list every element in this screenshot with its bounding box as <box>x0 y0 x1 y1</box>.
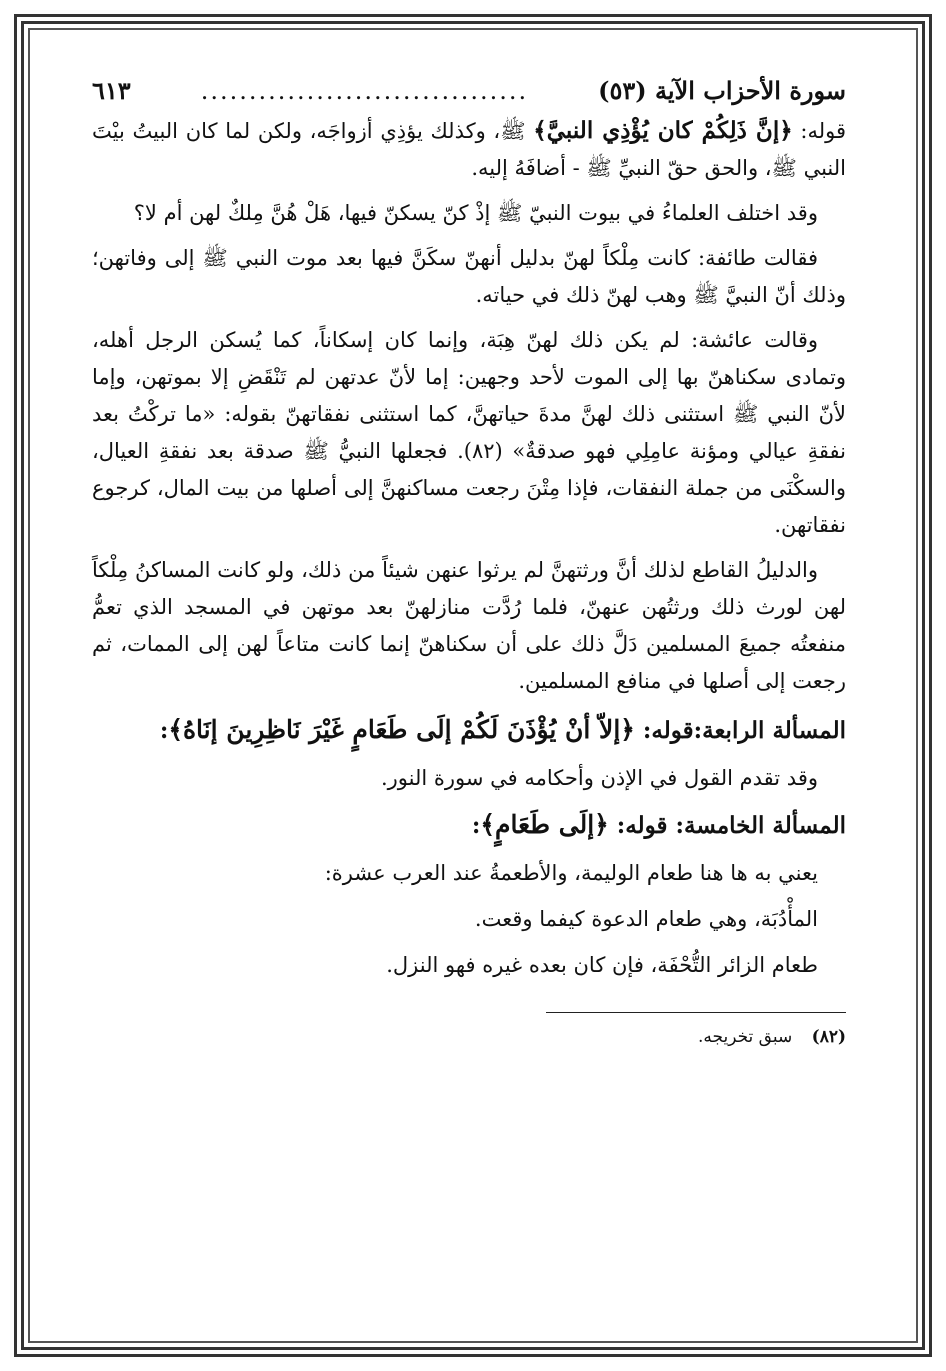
paragraph-1-rest: ﷺ، وكذلك يؤذِي أزواجَه، ولكن لما كان البيتُ بيْتَ النبي ﷺ، والحق حقّ النبيِّ ﷺ - أضافَهُ إليه. <box>92 119 846 180</box>
footnote-number: (٨٢) <box>811 1027 846 1047</box>
page-content <box>92 70 846 1311</box>
section-4-label: المسألة الرابعة:قوله: <box>634 717 846 744</box>
paragraph-5: والدليلُ القاطع لذلك أنَّ ورثتهنَّ لم يرثوا عنهن شيئاً من ذلك، ولو كانت المساكنُ مِلْكاً لهن لورث ذلك ورثتُهن عنهنّ، فلما رُدَّت منازلهنّ بعد موتهن في المسجد الذي تعمُّ منفعتُه جميعَ المسلمين دَلَّ ذلك على أن سكناهنّ إنما كانت متاعاً لهن إلى الممات، ثم رجعت إلى أصلها في منافع المسلمين. <box>92 558 846 693</box>
section-4-colon: : <box>159 717 169 744</box>
section-5-heading <box>92 803 846 848</box>
footnote-separator <box>546 1012 846 1013</box>
page-number: ٦١٣ <box>92 76 131 105</box>
quran-quote-1: ﴿إنَّ ذَلِكُمْ كان يُؤْذِي النبيَّ﴾ <box>533 117 793 144</box>
section-5-line-1: يعني به ها هنا طعام الوليمة، والأطعمةُ عند العرب عشرة: <box>324 861 818 885</box>
surah-title: سورة الأحزاب الآية (٥٣) <box>598 76 846 105</box>
paragraph-3: فقالت طائفة: كانت مِلْكاً لهنّ بدليل أنهنّ سكَنَّ فيها بعد موت النبي ﷺ إلى وفاتهن؛ وذلك أنّ النبيَّ ﷺ وهب لهنّ ذلك في حياته. <box>92 246 846 307</box>
paragraph-1 <box>92 112 846 187</box>
section-5-colon: : <box>471 812 481 839</box>
paragraph-1-lead: قوله: <box>792 119 846 143</box>
paragraph-2: وقد اختلف العلماءُ في بيوت النبيّ ﷺ إذْ كنّ يسكنّ فيها، هَلْ هُنَّ مِلكٌ لهن أم لا؟ <box>133 201 818 225</box>
section-5-line-3: طعام الزائر التُّحْفَة، فإن كان بعده غيره فهو النزل. <box>386 953 818 977</box>
header-leader-dots: .................................. <box>200 77 529 105</box>
section-4-text: وقد تقدم القول في الإذن وأحكامه في سورة النور. <box>380 766 818 790</box>
footnote-text: سبق تخريجه. <box>697 1027 793 1047</box>
section-5-line-2: المأْدُبَة، وهي طعام الدعوة كيفما وقعت. <box>474 907 818 931</box>
section-5-label: المسألة الخامسة: قوله: <box>608 812 846 839</box>
footnote <box>92 1023 846 1051</box>
paragraph-4: وقالت عائشة: لم يكن ذلك لهنّ هِبَة، وإنما كان إسكاناً، كما يُسكن الرجل أهله، وتمادى سكناهنّ بها إلى الموت لأحد وجهين: إما لأنّ عدتهن لم تَنْقَضِ إلا بموتهن، وإما لأنّ النبي ﷺ استثنى ذلك لهنَّ مدةَ حياتهنَّ، كما استثنى نفقاتهنّ بقوله: «ما تركْتُ بعد نفقةِ عيالي ومؤنة عامِلِي فهو صدقةٌ» (٨٢). فجعلها النبيُّ ﷺ صدقة بعد نفقةِ العيال، والسكْنَى من جملة النفقات، فإذا مِتْنَ رجعت مساكنهنَّ إلى أصلها من بيت المال، كرجوع نفقاتهن. <box>92 328 847 537</box>
running-header <box>92 70 846 112</box>
section-4-heading <box>92 708 846 753</box>
section-5-quran: ﴿إلَى طَعَامٍ﴾ <box>480 810 609 839</box>
section-4-quran: ﴿إلاّ أنْ يُؤْذَنَ لَكُمْ إلَى طَعَامٍ غَيْرَ نَاظِرِينَ إنَاهُ﴾ <box>168 715 635 744</box>
